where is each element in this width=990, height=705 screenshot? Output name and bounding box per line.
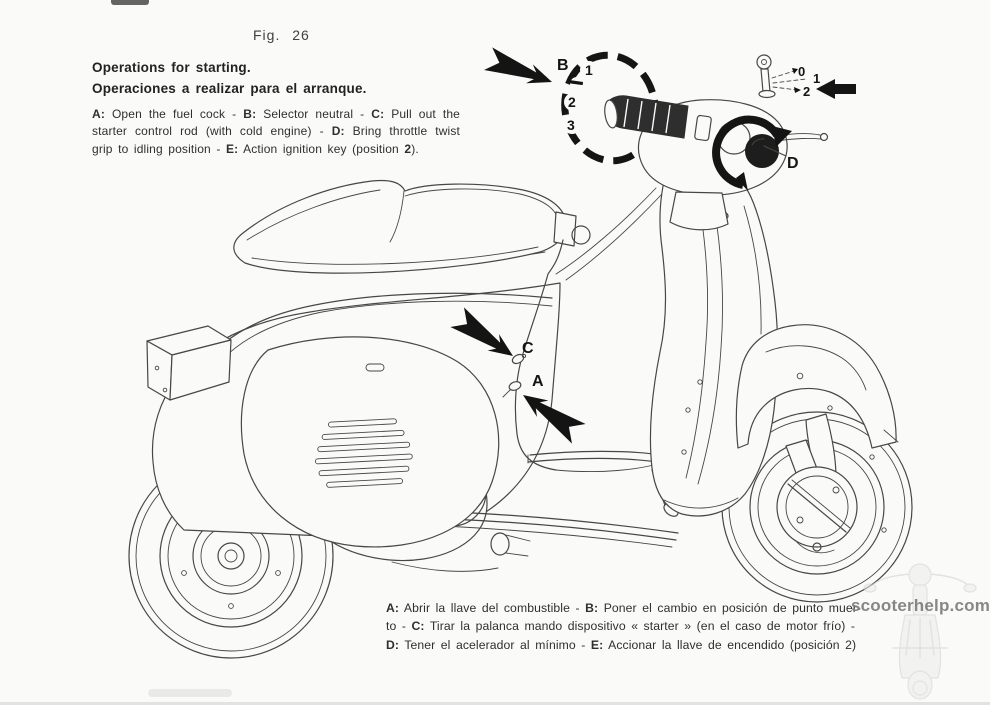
key-position-1: 1	[813, 71, 821, 86]
watermark-text: scooterhelp.com	[851, 596, 990, 615]
gear-2-label: 2	[568, 94, 576, 110]
callout-d-label: D	[787, 155, 799, 172]
instructions-spanish: A: Abrir la llave del combustible - B: Poner el cambio en posición de punto muer- to - C: Tirar la palanca mando dispositivo « starter » (en el caso de motor frío) - D: Tener el acelerador al mínimo - E: Accionar la llave de encendido (posición 2)	[386, 601, 862, 652]
gear-3-label: 3	[567, 117, 575, 133]
key-position-arrow	[816, 79, 856, 99]
front-suspension	[777, 414, 857, 553]
watermark-scooter-icon	[856, 532, 986, 705]
steps-english: A: Open the fuel cock - B: Selector neutral - C: Pull out the starter control rod (with cold engine) - D: Bring throttle twist grip to idling position - E: Action ignition key (position 2).	[92, 106, 461, 156]
left-grip	[603, 96, 688, 138]
key-position-0: 0	[798, 64, 806, 79]
side-panel	[241, 337, 498, 547]
key-positions	[772, 64, 856, 99]
gear-1-label: 1	[585, 62, 593, 78]
ignition-key	[757, 55, 775, 98]
title-spanish: Operaciones a realizar para el arranque.	[92, 80, 367, 96]
figure-label: Fig. 26	[253, 27, 310, 43]
callout-a-label: A	[532, 373, 544, 390]
callout-b-arrow	[484, 47, 552, 83]
title-english: Operations for starting.	[92, 60, 251, 75]
callout-gear-selector	[484, 47, 569, 83]
switch-block	[694, 115, 711, 141]
callout-c-label: C	[522, 340, 534, 357]
seat	[234, 180, 590, 273]
key-position-2: 2	[803, 84, 811, 99]
callout-b-label: B	[557, 57, 569, 74]
